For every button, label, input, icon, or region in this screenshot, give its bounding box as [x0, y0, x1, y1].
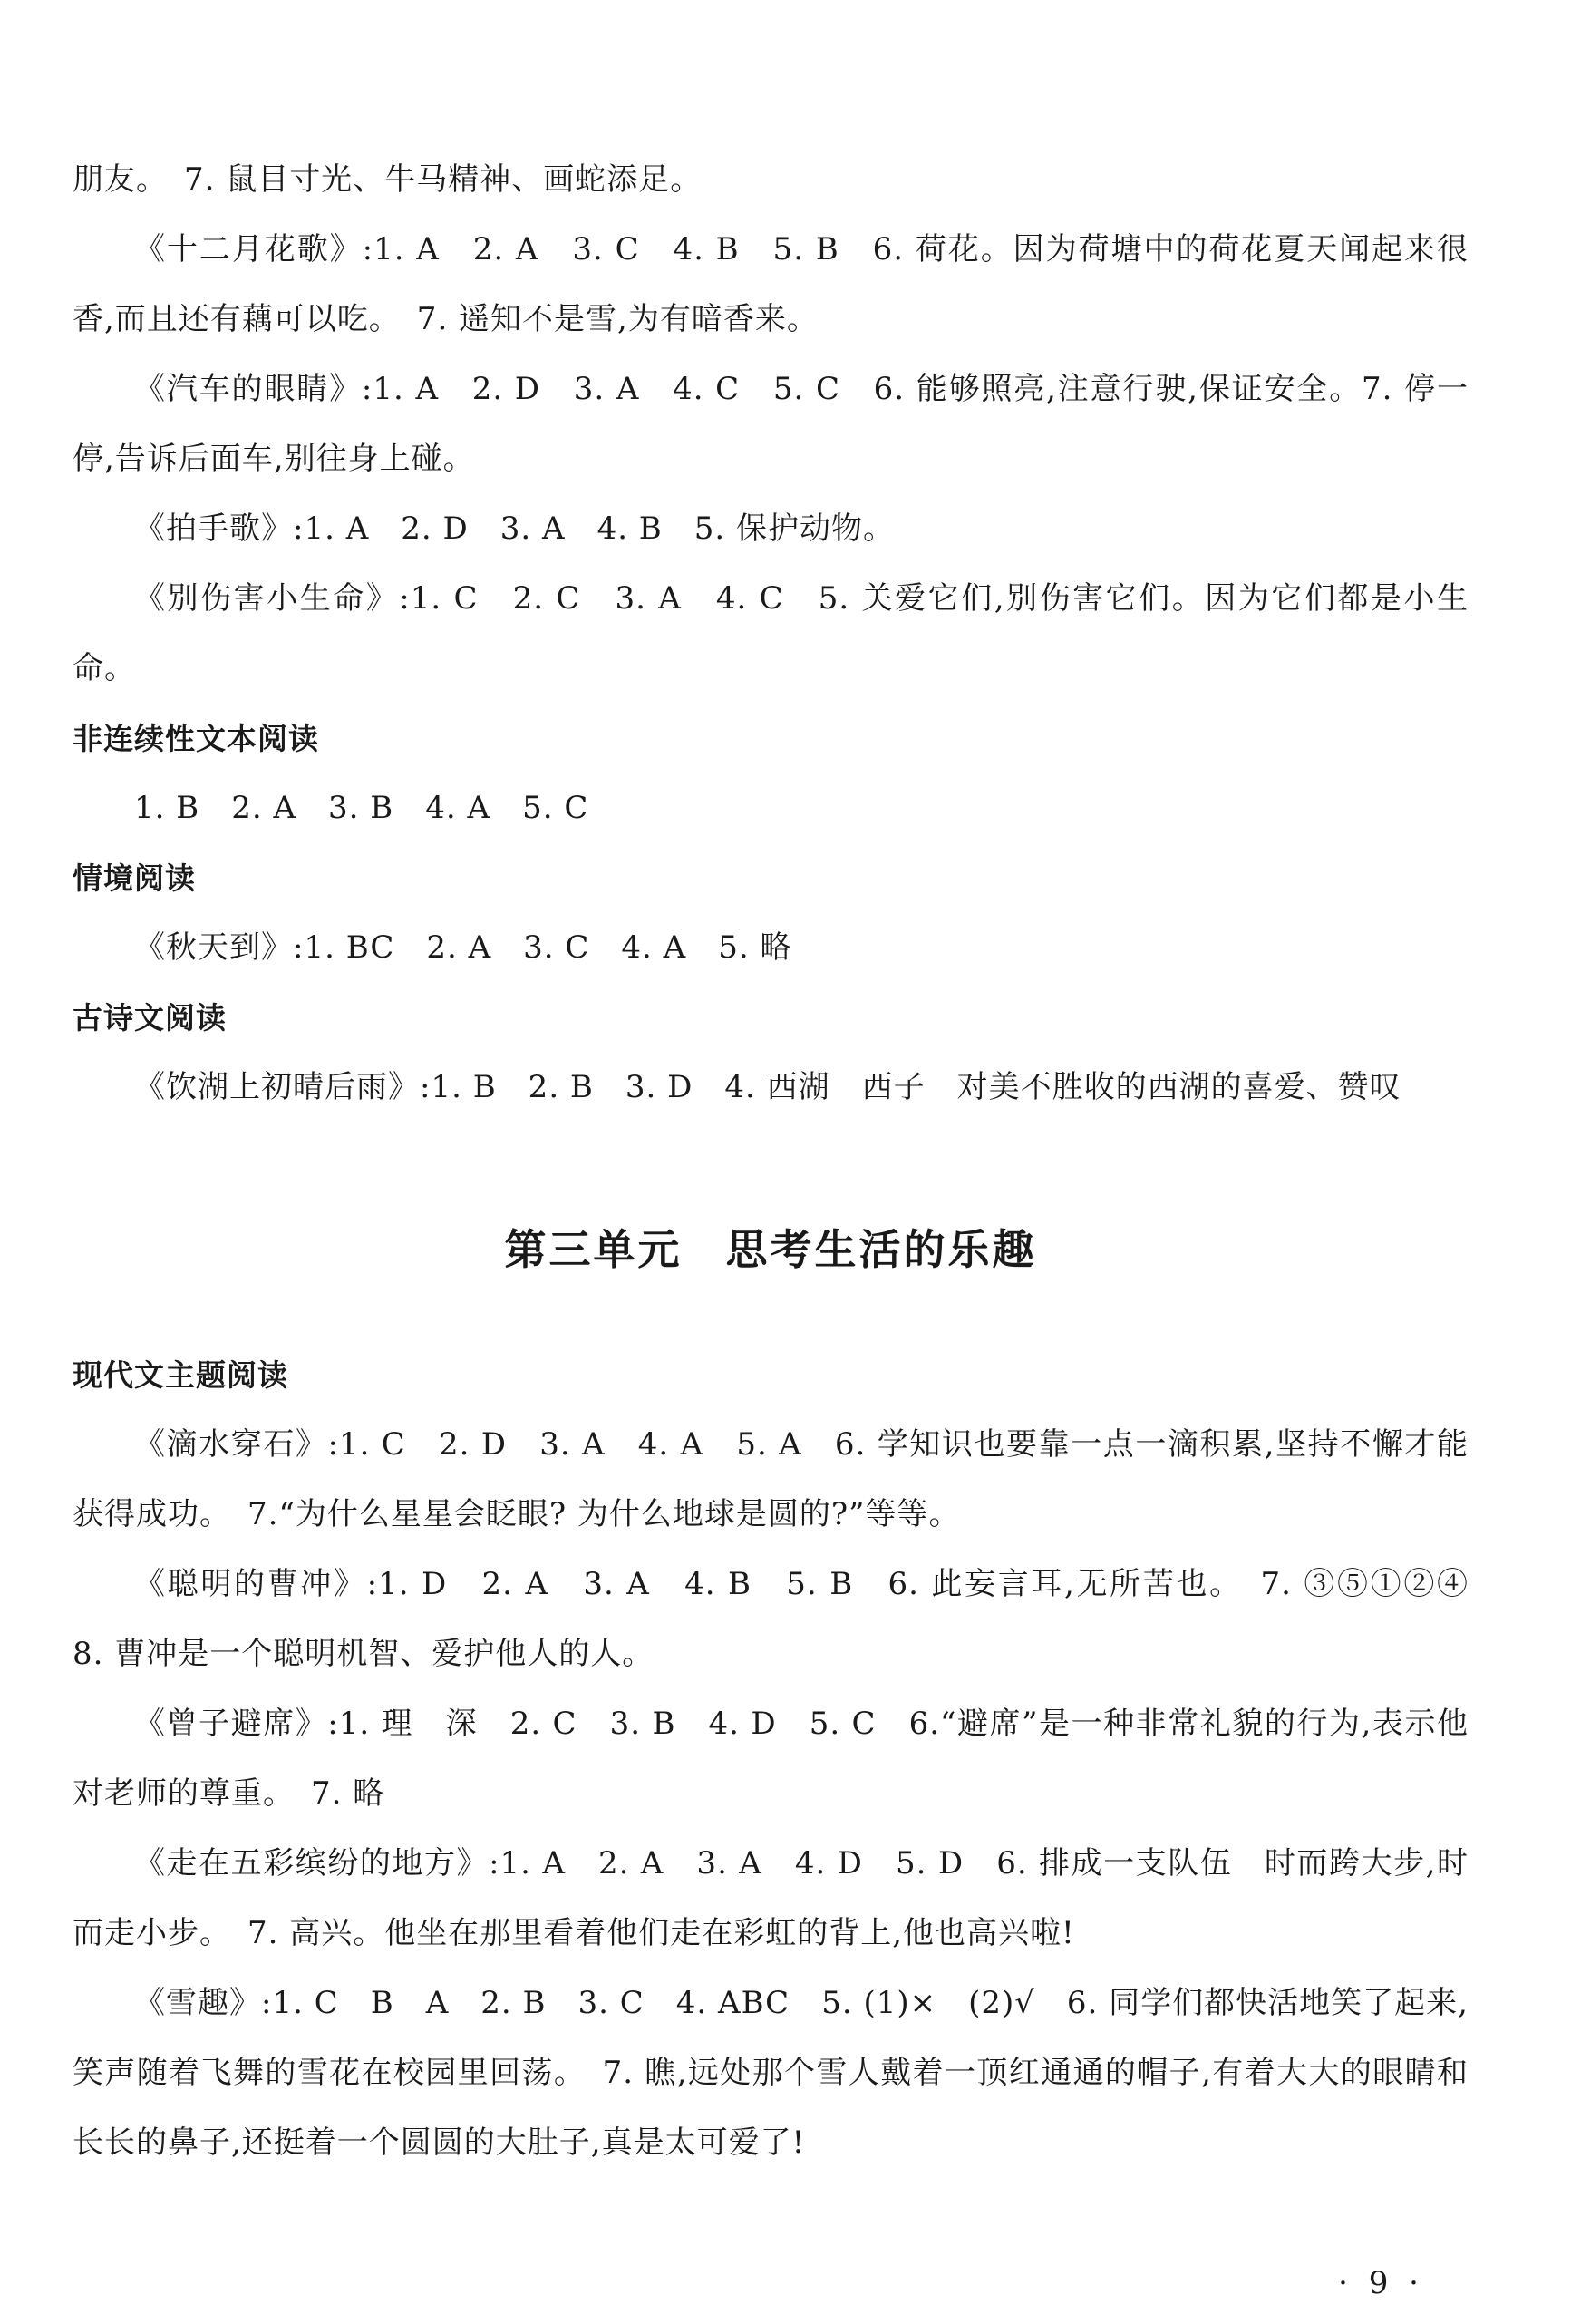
answer-paragraph: 《雪趣》:1. C B A 2. B 3. C 4. ABC 5. (1)× (2)√ 6. 同学们都快活地笑了起来,笑声随着飞舞的雪花在校园里回荡。 7. 瞧,远处那个雪人戴着一顶红通通的帽子,有着大大的眼睛和长长的鼻子,还挺着一个圆圆的大肚子,真是太可爱了! — [73, 1985, 1469, 2161]
answer-paragraph: 《曾子避席》:1. 理 深 2. C 3. B 4. D 5. C 6.“避席”是一种非常礼貌的行为,表示他对老师的尊重。 7. 略 — [73, 1706, 1469, 1812]
answer-paragraph: 《秋天到》:1. BC 2. A 3. C 4. A 5. 略 — [134, 929, 792, 966]
answer-page — [73, 145, 1500, 2178]
page-number: · 9 · — [1338, 2265, 1424, 2301]
answer-paragraph: 1. B 2. A 3. B 4. A 5. C — [134, 790, 589, 826]
answer-paragraph: 《滴水穿石》:1. C 2. D 3. A 4. A 5. A 6. 学知识也要靠一点一滴积累,坚持不懈才能获得成功。 7.“为什么星星会眨眼? 为什么地球是圆的?”等等。 — [73, 1426, 1469, 1532]
section-heading-noncontinuous: 非连续性文本阅读 — [73, 721, 319, 756]
answer-paragraph: 《饮湖上初晴后雨》:1. B 2. B 3. D 4. 西湖 西子 对美不胜收的西湖的喜爱、赞叹 — [134, 1069, 1401, 1105]
answer-paragraph: 《十二月花歌》:1. A 2. A 3. C 4. B 5. B 6. 荷花。因为荷塘中的荷花夏天闻起来很香,而且还有藕可以吃。 7. 遥知不是雪,为有暗香来。 — [73, 231, 1469, 337]
answer-paragraph: 《拍手歌》:1. A 2. D 3. A 4. B 5. 保护动物。 — [134, 511, 896, 547]
section-heading-situational: 情境阅读 — [73, 861, 196, 896]
answer-paragraph: 《别伤害小生命》:1. C 2. C 3. A 4. C 5. 关爱它们,别伤害它们。因为它们都是小生命。 — [73, 580, 1469, 686]
unit-theme: 思考生活的乐趣 — [725, 1225, 1037, 1274]
answer-paragraph: 朋友。 7. 鼠目寸光、牛马精神、画蛇添足。 — [73, 161, 703, 198]
unit-number: 第三单元 — [504, 1225, 683, 1274]
answer-paragraph: 《聪明的曹冲》:1. D 2. A 3. A 4. B 5. B 6. 此妄言耳,无所苦也。 7. ③⑤①②④ 8. 曹冲是一个聪明机智、爱护他人的人。 — [73, 1566, 1500, 1672]
unit-title — [73, 1213, 1469, 1286]
answer-paragraph: 《汽车的眼睛》:1. A 2. D 3. A 4. C 5. C 6. 能够照亮,注意行驶,保证安全。7. 停一停,告诉后面车,别往身上碰。 — [73, 371, 1469, 477]
section-heading-modern-text: 现代文主题阅读 — [73, 1357, 288, 1393]
section-heading-ancient-poetry: 古诗文阅读 — [73, 1000, 227, 1036]
answer-paragraph: 《走在五彩缤纷的地方》:1. A 2. A 3. A 4. D 5. D 6. 排成一支队伍 时而跨大步,时而走小步。 7. 高兴。他坐在那里看着他们走在彩虹的背上,他也高兴啦! — [73, 1845, 1469, 1951]
